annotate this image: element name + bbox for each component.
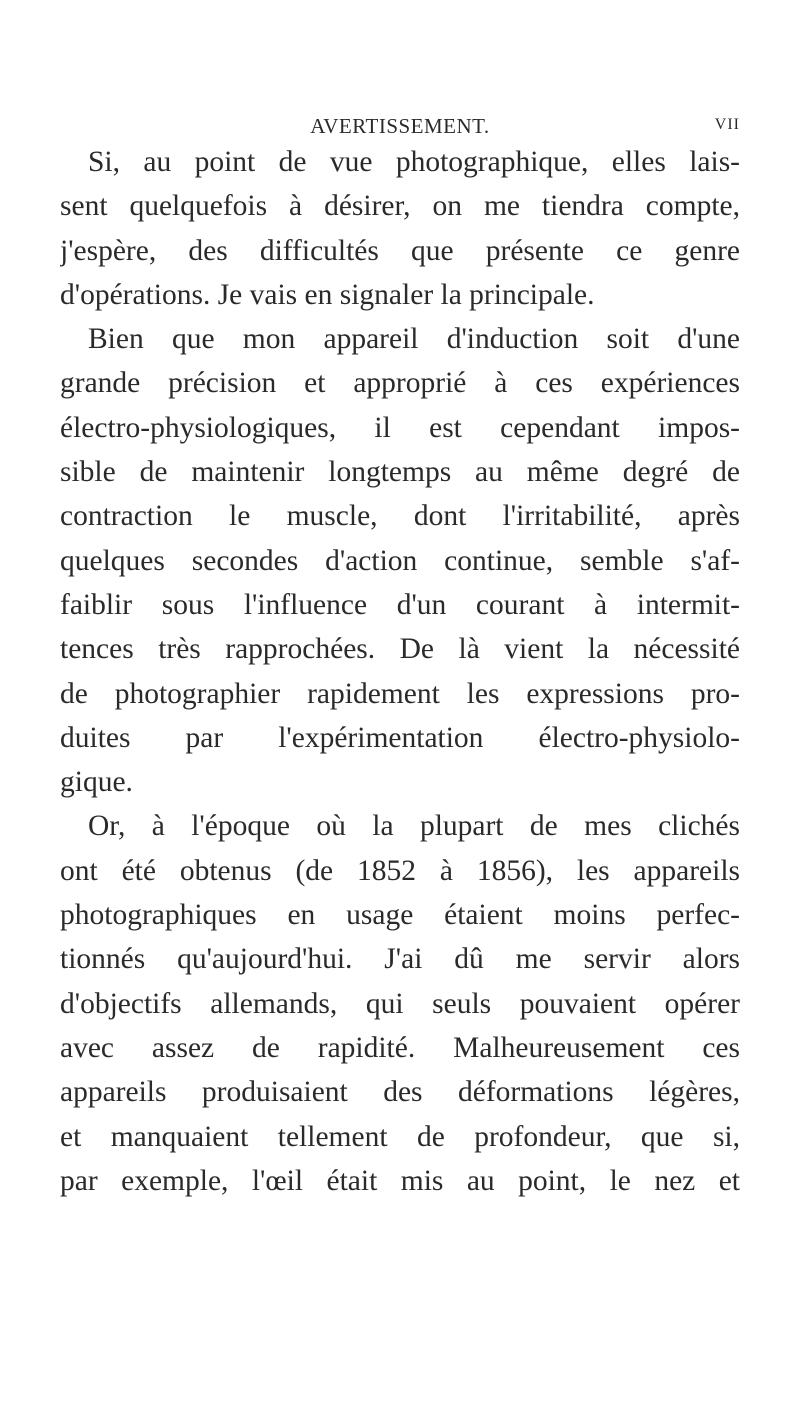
text-line: et manquaient tellement de profondeur, que si, [60, 1120, 740, 1153]
paragraph-1 [60, 140, 740, 317]
text-line: photographiques en usage étaient moins perfec- [60, 899, 740, 932]
text-line: tionnés qu'aujourd'hui. J'ai dû me servir alors [60, 943, 740, 976]
page-number: VII [714, 116, 740, 133]
text-line: duites par l'expérimentation électro-physiolo- [60, 721, 740, 754]
text-line: gique. [60, 766, 133, 799]
body-text [60, 140, 740, 1203]
text-line: Or, à l'époque où la plupart de mes clichés [88, 810, 740, 843]
text-line: avec assez de rapidité. Malheureusement ces [60, 1031, 740, 1064]
text-line: sible de maintenir longtemps au même degré de [60, 456, 740, 489]
text-line: de photographier rapidement les expressions pro- [60, 677, 740, 710]
text-line: faiblir sous l'influence d'un courant à intermit- [60, 588, 740, 621]
text-line: Bien que mon appareil d'induction soit d'une [88, 323, 740, 356]
text-line: sent quelquefois à désirer, on me tiendra compte, [60, 190, 740, 223]
text-line: appareils produisaient des déformations légères, [60, 1076, 740, 1109]
text-line: Si, au point de vue photographique, elles lais- [88, 146, 740, 178]
running-title: AVERTISSEMENT. [310, 114, 490, 138]
text-line: ont été obtenus (de 1852 à 1856), les appareils [60, 854, 740, 887]
text-line: j'espère, des difficultés que présente ce genre [60, 234, 740, 267]
text-line: par exemple, l'œil était mis au point, le nez et [60, 1164, 740, 1197]
running-header [60, 110, 740, 140]
text-line: d'objectifs allemands, qui seuls pouvaient opérer [60, 987, 740, 1020]
paragraph-3 [60, 804, 740, 1203]
text-line: contraction le muscle, dont l'irritabilité, après [60, 500, 740, 533]
text-line: d'opérations. Je vais en signaler la principale. [60, 278, 595, 311]
text-line: tences très rapprochées. De là vient la nécessité [60, 633, 740, 666]
text-line: grande précision et approprié à ces expériences [60, 367, 740, 400]
text-line: quelques secondes d'action continue, semble s'af- [60, 544, 740, 577]
text-line: électro-physiologiques, il est cependant impos- [60, 411, 740, 444]
paragraph-2 [60, 317, 740, 804]
